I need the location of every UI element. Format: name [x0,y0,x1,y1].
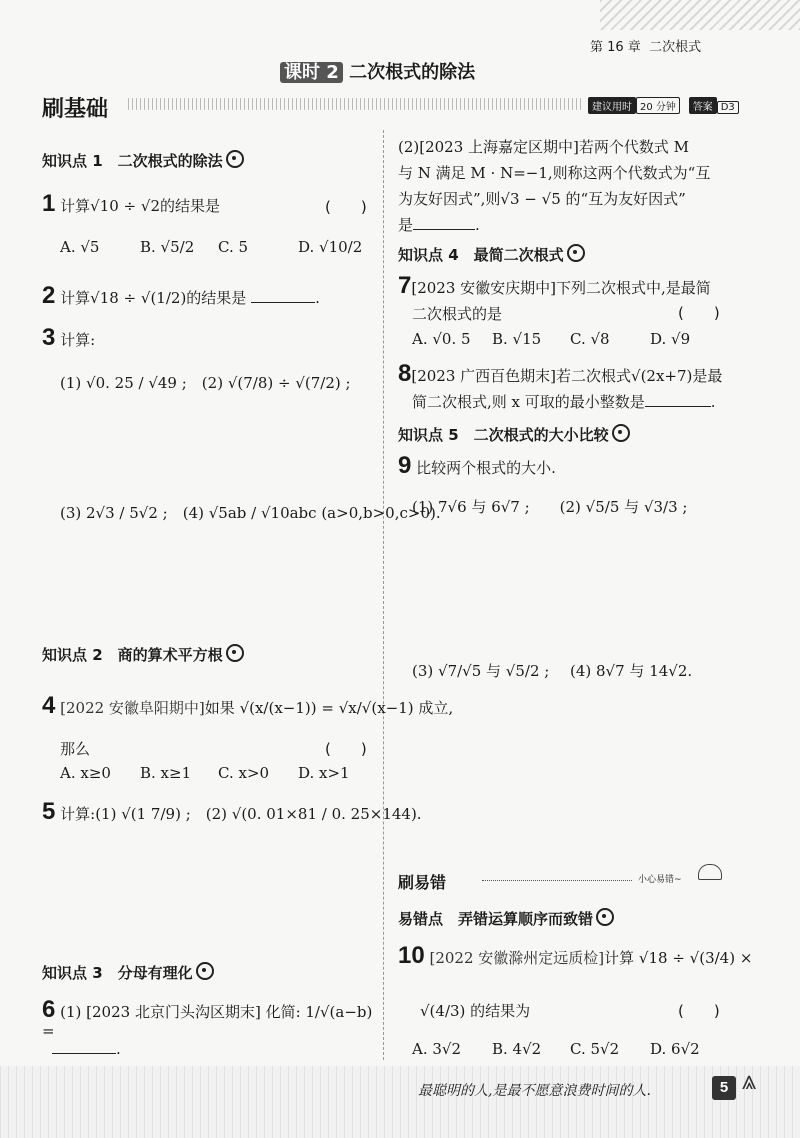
mascot-icon [698,864,722,880]
q6-text: (1) [2023 北京门头沟区期末] 化简: 1/√(a−b) = [42,1003,373,1040]
q1-option-d: D. √10/2 [298,238,363,256]
target-icon [612,424,630,442]
target-icon [226,150,244,168]
q6-answer-blank[interactable] [52,1053,116,1054]
lesson-heading [280,58,475,84]
knowledge-point-4 [398,244,585,265]
q6-part-2: (2)[2023 上海嘉定区期中]若两个代数式 M 与 N 满足 M · N=−1,则称这两个代数式为“互 为友好因式”,则√3 − √5 的“互为友好因式” 是 . [398,134,710,238]
chapter-number: 第 16 章 [590,40,641,55]
knowledge-point-3 [42,962,214,983]
q7-option-b: B. √15 [492,330,542,348]
q4-source: [2022 安徽阜阳期中] [60,699,205,717]
time-value: 20 分钟 [636,97,680,114]
question-3 [42,326,95,350]
knowledge-point-1 [42,150,244,171]
q1-option-c: C. 5 [218,238,249,256]
q3-parts-1-2: (1) √0. 25 / √49 ; (2) √(7/8) ÷ √(7/2) ; [60,374,351,392]
kp4-label: 知识点 4 最简二次根式 [398,246,564,264]
target-icon [226,644,244,662]
q1-option-b: B. √5/2 [140,238,195,256]
target-icon [196,962,214,980]
error-section-title: 刷易错 [398,873,447,892]
knowledge-point-5 [398,424,630,445]
error-dotted-line [482,880,632,881]
q7-option-c: C. √8 [570,330,610,348]
time-label: 建议用时 [588,97,636,114]
q7-option-a: A. √0. 5 [412,330,471,348]
q4-option-c: C. x>0 [218,764,270,782]
q3-parts-3-4: (3) 2√3 / 5√2 ; (4) √5ab / √10abc (a>0,b>0,c>0). [60,504,441,522]
q5-number: 5 [42,798,56,825]
q8-text: [2023 广西百色期末]若二次根式√(2x+7)是最 [411,367,723,385]
q7-option-d: D. √9 [650,330,691,348]
question-6 [42,998,377,1040]
question-2: 2 计算√18 ÷ √(1/2)的结果是 . [42,282,320,309]
q10-option-c: C. 5√2 [570,1040,620,1058]
q10-source: [2022 安徽滁州定远质检] [429,949,605,967]
knowledge-point-2 [42,644,244,665]
q4-answer-paren: ( ) [325,740,367,758]
question-8: 8[2023 广西百色期末]若二次根式√(2x+7)是最 简二次根式,则 x 可取的最小整数是 . [398,360,723,411]
kp5-label: 知识点 5 二次根式的大小比较 [398,426,609,444]
kp1-label: 知识点 1 二次根式的除法 [42,152,223,170]
error-point-label: 易错点 弄错运算顺序而致错 [398,910,594,928]
q9-text: 比较两个根式的大小. [416,459,556,477]
q1-answer-paren: ( ) [325,198,367,216]
chapter-heading [590,36,701,55]
q6-p2-line-2: 与 N 满足 M · N=−1,则称这两个代数式为“互 [398,164,711,182]
lesson-title: 二次根式的除法 [349,62,476,83]
answer-page: D3 [717,101,739,114]
q4-text: 如果 √(x/(x−1)) = √x/√(x−1) 成立, [204,699,454,717]
question-5 [42,800,422,824]
kp3-label: 知识点 3 分母有理化 [42,964,193,982]
q4-option-a: A. x≥0 [60,764,111,782]
q10-option-a: A. 3√2 [412,1040,462,1058]
q8-text-cont: 简二次根式,则 x 可取的最小整数是 [412,393,645,411]
q9-number: 9 [398,452,412,479]
q10-option-b: B. 4√2 [492,1040,542,1058]
q3-text: 计算: [60,331,96,349]
question-10 [398,944,752,968]
q7-answer-paren: ( ) [678,304,720,322]
q6-answer-line [52,1040,121,1058]
q2-text: 计算√18 ÷ √(1/2)的结果是 [60,289,247,307]
q1-number: 1 [42,190,56,217]
q4-option-d: D. x>1 [298,764,350,782]
time-info [588,96,739,114]
section-title: 刷基础 [42,97,109,122]
q5-text: 计算:(1) √(1 7/9) ; (2) √(0. 01×81 / 0. 25×144). [60,805,422,823]
q6-p2-line-3: 为友好因式”,则√3 − √5 的“互为友好因式” [398,190,686,208]
q10-answer-paren: ( ) [678,1002,720,1020]
q6-p2-line-4: 是 [398,216,414,234]
q6-number: 6 [42,996,56,1023]
error-point [398,908,614,929]
q10-number: 10 [398,942,425,969]
q7-number: 7 [398,272,412,299]
error-section-bar [398,870,726,892]
q8-answer-blank[interactable] [645,406,711,407]
q10-option-d: D. 6√2 [650,1040,700,1058]
q9-parts-1-2: (1) 7√6 与 6√7 ; (2) √5/5 与 √3/3 ; [412,498,688,516]
q10-text-cont: √(4/3) 的结果为 [420,1002,531,1020]
q4-text-cont: 那么 [60,740,91,758]
chapter-title: 二次根式 [649,40,702,55]
corner-pattern [600,0,800,30]
answer-label: 答案 [689,97,717,114]
q9-part-3: (3) √7/√5 与 √5/2 ; [412,662,550,680]
lesson-badge: 课时 2 [280,62,343,83]
q6-p2-answer-blank[interactable] [413,229,475,230]
question-1 [42,192,220,216]
q3-number: 3 [42,324,56,351]
q4-option-b: B. x≥1 [140,764,192,782]
q6-p2-line-1: (2)[2023 上海嘉定区期中]若两个代数式 M [398,138,690,156]
kp2-label: 知识点 2 商的算术平方根 [42,646,223,664]
error-tag: 小心易错~ [638,875,682,885]
question-4 [42,694,453,718]
q2-answer-blank[interactable] [251,302,315,303]
q4-number: 4 [42,692,56,719]
q1-option-a: A. √5 [60,238,100,256]
page-number: 5 [712,1076,736,1100]
q1-text: 计算√10 ÷ √2的结果是 [60,197,220,215]
column-divider [383,130,384,1060]
compass-icon: ⩓ [742,1066,757,1096]
q2-number: 2 [42,282,56,309]
target-icon [596,908,614,926]
q8-number: 8 [398,360,412,387]
q9-part-4: (4) 8√7 与 14√2. [570,662,693,680]
question-7 [398,274,711,327]
q7-text-cont: 二次根式的是 [412,305,503,323]
q10-text: 计算 √18 ÷ √(3/4) × [604,949,753,967]
q7-text: [2023 安徽安庆期中]下列二次根式中,是最简 [411,279,711,297]
section-divider [128,98,583,110]
question-9 [398,454,556,478]
q6-period: . [116,1040,121,1058]
target-icon [567,244,585,262]
footer-motto: 最聪明的人,是最不愿意浪费时间的人. [418,1083,651,1099]
footer-pattern [0,1066,800,1138]
